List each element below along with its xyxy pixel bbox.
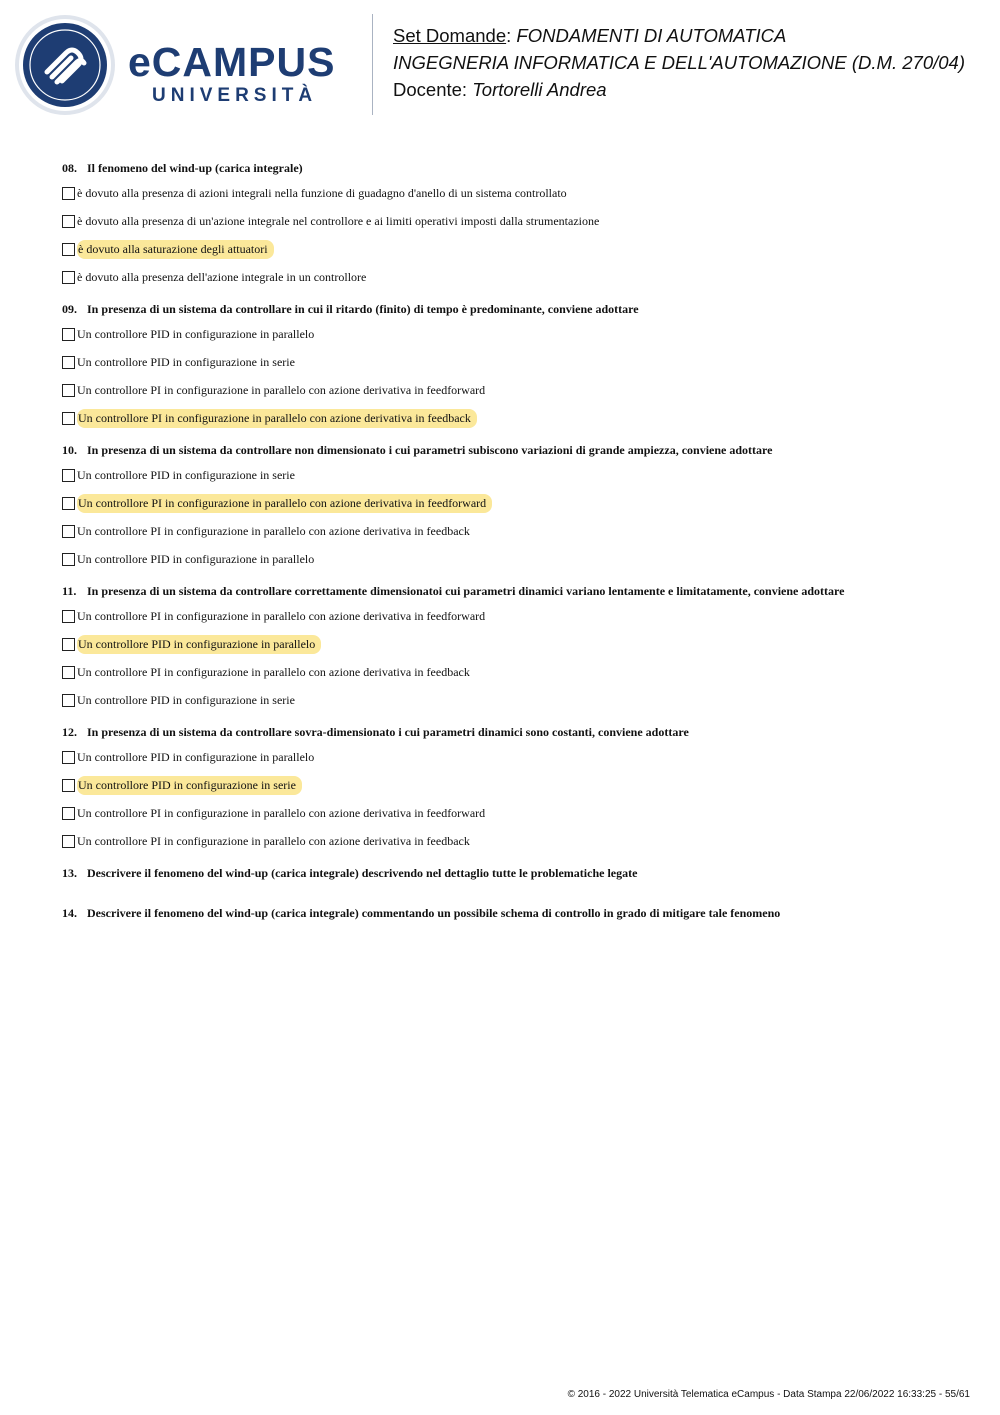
answer-checkbox[interactable]	[62, 497, 75, 510]
answer-option[interactable]	[62, 520, 962, 542]
answer-checkbox[interactable]	[62, 215, 75, 228]
answer-option[interactable]	[62, 802, 962, 824]
question-text: Descrivere il fenomeno del wind-up (carica integrale) descrivendo nel dettaglio tutte le problematiche legate	[87, 866, 638, 880]
answer-option[interactable]	[62, 633, 962, 655]
answer-text: Un controllore PI in configurazione in parallelo con azione derivativa in feedback	[77, 523, 470, 538]
answer-text: Un controllore PI in configurazione in parallelo con azione derivativa in feedback	[77, 664, 470, 679]
answer-option[interactable]	[62, 323, 962, 345]
course-title: FONDAMENTI DI AUTOMATICA	[516, 25, 787, 46]
program-title: INGEGNERIA INFORMATICA E DELL'AUTOMAZIONE (D.M. 270/04)	[393, 52, 965, 73]
header-divider	[372, 14, 373, 115]
question-text: Descrivere il fenomeno del wind-up (carica integrale) commentando un possibile schema di controllo in grado di mitigare tale fenomeno	[87, 906, 781, 920]
answer-checkbox[interactable]	[62, 412, 75, 425]
answer-text: Un controllore PID in configurazione in serie	[77, 354, 295, 369]
question-block	[62, 442, 962, 570]
answer-checkbox[interactable]	[62, 469, 75, 482]
answer-checkbox[interactable]	[62, 835, 75, 848]
question-number: 13.	[62, 866, 77, 880]
answer-text: Un controllore PID in configurazione in parallelo	[77, 326, 315, 341]
ecampus-logo	[128, 40, 335, 108]
answer-text: è dovuto alla presenza di un'azione integrale nel controllore e ai limiti operativi imposti dalla strumentazione	[77, 213, 600, 228]
answer-text-highlighted: Un controllore PI in configurazione in parallelo con azione derivativa in feedback	[77, 409, 477, 428]
answer-checkbox[interactable]	[62, 243, 75, 256]
question-number: 10.	[62, 443, 77, 457]
answer-checkbox[interactable]	[62, 694, 75, 707]
answer-option[interactable]	[62, 548, 962, 570]
answer-option[interactable]	[62, 830, 962, 852]
question-title	[62, 583, 962, 599]
teacher-line: Docente: Tortorelli Andrea	[393, 79, 607, 100]
answer-checkbox[interactable]	[62, 271, 75, 284]
answer-text: Un controllore PID in configurazione in serie	[77, 467, 295, 482]
open-question	[62, 865, 962, 881]
question-title	[62, 301, 962, 317]
answer-option[interactable]	[62, 210, 962, 232]
question-title	[62, 160, 962, 176]
answer-text-highlighted: Un controllore PID in configurazione in parallelo	[77, 635, 321, 654]
question-number: 14.	[62, 906, 77, 920]
question-number: 09.	[62, 302, 77, 316]
answer-option[interactable]	[62, 266, 962, 288]
answer-checkbox[interactable]	[62, 807, 75, 820]
question-title	[62, 724, 962, 740]
answer-option[interactable]	[62, 379, 962, 401]
answer-checkbox[interactable]	[62, 525, 75, 538]
questions-list	[62, 160, 962, 945]
answer-option[interactable]	[62, 492, 962, 514]
question-number: 11.	[62, 584, 77, 598]
answer-checkbox[interactable]	[62, 666, 75, 679]
answer-checkbox[interactable]	[62, 751, 75, 764]
question-text: In presenza di un sistema da controllare correttamente dimensionatoi cui parametri dinamici variano lentamente e limitatamente, conviene adottare	[87, 584, 845, 598]
answer-checkbox[interactable]	[62, 187, 75, 200]
answer-checkbox[interactable]	[62, 638, 75, 651]
answer-text: Un controllore PID in configurazione in parallelo	[77, 749, 315, 764]
set-label: Set Domande	[393, 25, 507, 46]
answer-text: Un controllore PID in configurazione in parallelo	[77, 551, 315, 566]
answer-text: è dovuto alla presenza dell'azione integrale in un controllore	[77, 269, 367, 284]
question-number: 12.	[62, 725, 77, 739]
answer-text: Un controllore PI in configurazione in parallelo con azione derivativa in feedforward	[77, 608, 486, 623]
question-block	[62, 160, 962, 288]
answer-option[interactable]	[62, 182, 962, 204]
answer-text-highlighted: Un controllore PI in configurazione in parallelo con azione derivativa in feedforward	[77, 494, 492, 513]
program-line	[393, 49, 965, 76]
question-block	[62, 724, 962, 852]
answer-option[interactable]	[62, 605, 962, 627]
question-text: In presenza di un sistema da controllare in cui il ritardo (finito) di tempo è predominante, conviene adottare	[87, 302, 639, 316]
page-footer: © 2016 - 2022 Università Telematica eCampus - Data Stampa 22/06/2022 16:33:25 - 55/61	[567, 1389, 970, 1400]
answer-option[interactable]	[62, 661, 962, 683]
answer-checkbox[interactable]	[62, 384, 75, 397]
answer-option[interactable]	[62, 407, 962, 429]
page-header	[0, 0, 1000, 125]
header-info	[393, 22, 965, 103]
answer-text-highlighted: Un controllore PID in configurazione in serie	[77, 776, 302, 795]
answer-checkbox[interactable]	[62, 553, 75, 566]
answer-text: Un controllore PI in configurazione in parallelo con azione derivativa in feedforward	[77, 382, 486, 397]
answer-text-highlighted: è dovuto alla saturazione degli attuatori	[77, 240, 274, 259]
question-title	[62, 442, 962, 458]
question-block	[62, 301, 962, 429]
answer-text: Un controllore PI in configurazione in parallelo con azione derivativa in feedback	[77, 833, 470, 848]
answer-checkbox[interactable]	[62, 779, 75, 792]
teacher-name: Tortorelli Andrea	[472, 79, 607, 100]
answer-text: Un controllore PID in configurazione in serie	[77, 692, 295, 707]
question-number: 08.	[62, 161, 77, 175]
ecampus-seal-icon	[14, 14, 116, 116]
answer-option[interactable]	[62, 774, 962, 796]
answer-text: Un controllore PI in configurazione in parallelo con azione derivativa in feedforward	[77, 805, 486, 820]
question-text: In presenza di un sistema da controllare non dimensionato i cui parametri subiscono variazioni di grande ampiezza, conviene adottare	[87, 443, 773, 457]
answer-option[interactable]	[62, 464, 962, 486]
answer-text: è dovuto alla presenza di azioni integrali nella funzione di guadagno d'anello di un sistema controllato	[77, 185, 567, 200]
teacher-label: Docente	[393, 79, 462, 100]
answer-option[interactable]	[62, 689, 962, 711]
answer-checkbox[interactable]	[62, 356, 75, 369]
question-text: In presenza di un sistema da controllare sovra-dimensionato i cui parametri dinamici sono costanti, conviene adottare	[87, 725, 689, 739]
answer-checkbox[interactable]	[62, 610, 75, 623]
question-block	[62, 583, 962, 711]
course-line: Set Domande: FONDAMENTI DI AUTOMATICA	[393, 25, 787, 46]
logo-sub: UNIVERSITÀ	[152, 85, 318, 106]
answer-option[interactable]	[62, 238, 962, 260]
open-question	[62, 905, 962, 921]
logo-brand: eCAMPUS	[128, 39, 336, 85]
answer-option[interactable]	[62, 746, 962, 768]
answer-option[interactable]	[62, 351, 962, 373]
answer-checkbox[interactable]	[62, 328, 75, 341]
question-text: Il fenomeno del wind-up (carica integrale)	[87, 161, 303, 175]
